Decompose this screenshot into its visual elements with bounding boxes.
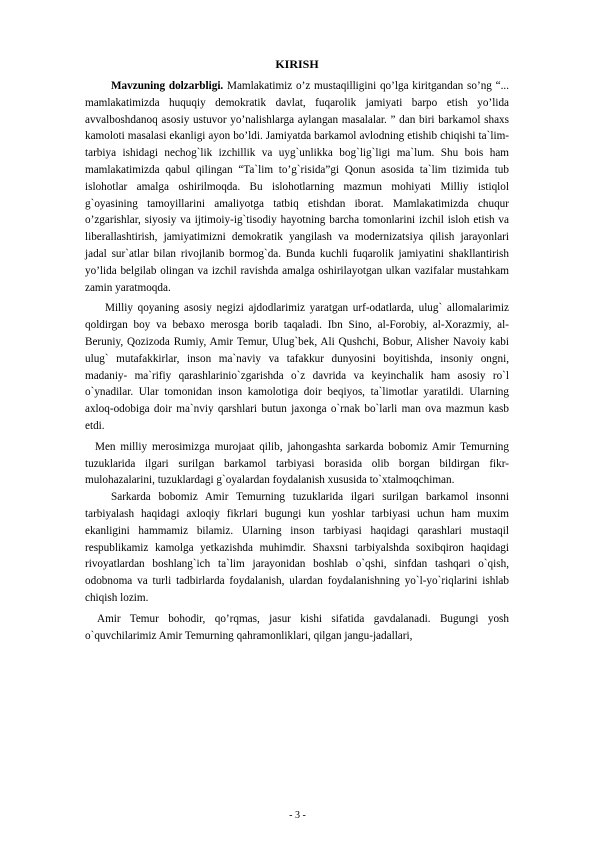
paragraph-text: Sarkarda bobomiz Amir Temurning tuzuklarida ilgari surilgan barkamol insonni tarbiyalash haqidagi axloqiy fikrlari bugungi kun yoshlar tarbiyasi uchun ham muxim ekanligini hammamiz bilamiz. Ularning inson tarbiyasi haqidagi qarashlari mustaqil respublikamiz kamolga yetkazishda muhimdir. Shaxsni tarbiyalshda soxibqiron haqidagi rivoyatlardan boshlang`ich ta`lim jarayonidan boshlab o`qshi, sinfdan tashqari o`qish, odobnoma va turli tadbirlarda foydalanish, ulardan foydalanishning yo`l-yo`riqlarini ishlab chiqish lozim. [85, 491, 509, 604]
page-number: - 3 - [289, 810, 306, 821]
paragraph-heritage [85, 439, 509, 489]
paragraph-amir-temur-ideas [85, 489, 509, 607]
paragraph-text: Mamlakatimiz o’z mustaqilligini qo’lga kiritgandan so’ng “... mamlakatimizda huquqiy demokratik davlat, fuqarolik jamiyati barpo etish yo’lida avvalboshdanoq asosiy ustuvor yo’nalishlarga aylangan masalalar. ” dan biri barkamol shaxs kamoloti masalasi ekanligi ayon bo’ldi. Jamiyatda barkamol avlodning etishib chiqishi ta`lim-tarbiya ishidagi nechog`lik izchillik va uyg`unlikka bog`lig`ligi ma`lum. Shu bois ham mamlakatimizda qabul qilingan “Ta`lim to’g`risida”gi Qonun asosida ta`lim tizimida tub islohotlar amalga oshirilmoqda. Bu islohotlarning mazmun mohiyati Milliy istiqlol g`oyasining tamoyillarini amaliyotga tatbiq etishdan iborat. Mamlakatimizda chuqur o’zgarishlar, siyosiy va ijtimoiy-ig`tisodiy hayotning barcha tomonlarini izchil isloh etish va liberallashtirish, jamiyatimizni demokratik yangilash va modernizatsiya qilish jarayonlari jadal sur`atlar bilan rivojlanib bormog`da. Bunda kuchli fuqarolik jamiyatini shakllantirish yo’lida belgilab olingan va izchil ravishda amalga oshirilayotgan ulkan vazifalar mustahkam zamin yaratmoqda. [85, 80, 509, 294]
paragraph-lead: Mavzuning dolzarbligi. [111, 80, 224, 92]
paragraph-text: Men milliy merosimizga murojaat qilib, jahongashta sarkarda bobomiz Amir Temurning tuzuklarida ilgari surilgan barkamol tarbiyasi borasida olib borgan bildirgan fikr-mulohazalarini, tuzuklardagi g`oyalardan foydalanish xususida to`xtalmoqchiman. [85, 440, 509, 487]
paragraph-amir-temur-hero [85, 611, 509, 645]
paragraph-text: Milliy qoyaning asosiy negizi ajdodlarimiz yaratgan urf-odatlarda, ulug` allomalarimiz qoldirgan boy va bebaxo merosga borib taqaladi. Ibn Sino, al-Forobiy, al-Xorazmiy, al-Beruniy, Qozizoda Rumiy, Amir Temur, Ulug`bek, Ali Qushchi, Bobur, Alisher Navoiy kabi ulug` mutafakkirlar, inson ma`naviy va tafakkur dunyosini boyitishda, insoniy ongni, madaniy- ma`rifiy qarashlarinio`zgarishda o`z davrida va keyinchalik ham asosiy ro`l o`ynadilar. Ular tomonidan inson kamolotiga doir beqiyos, ta`limotlar yaratildi. Ularning axloq-odobiga doir ma`nviy qarshlari butun jaxonga o`rnak bo`larli man ova mazmun kasb etdi. [85, 302, 509, 432]
paragraph-national-idea [85, 300, 509, 434]
paragraph-text: Amir Temur bohodir, qo’rqmas, jasur kishi sifatida gavdalanadi. Bugungi yosh o`quvchilarimiz Amir Temurning qahramonliklari, qilgan jangu-jadallari, [85, 612, 509, 642]
section-title: KIRISH [275, 57, 319, 71]
paragraph-relevance [85, 78, 509, 296]
document-page [85, 56, 509, 644]
